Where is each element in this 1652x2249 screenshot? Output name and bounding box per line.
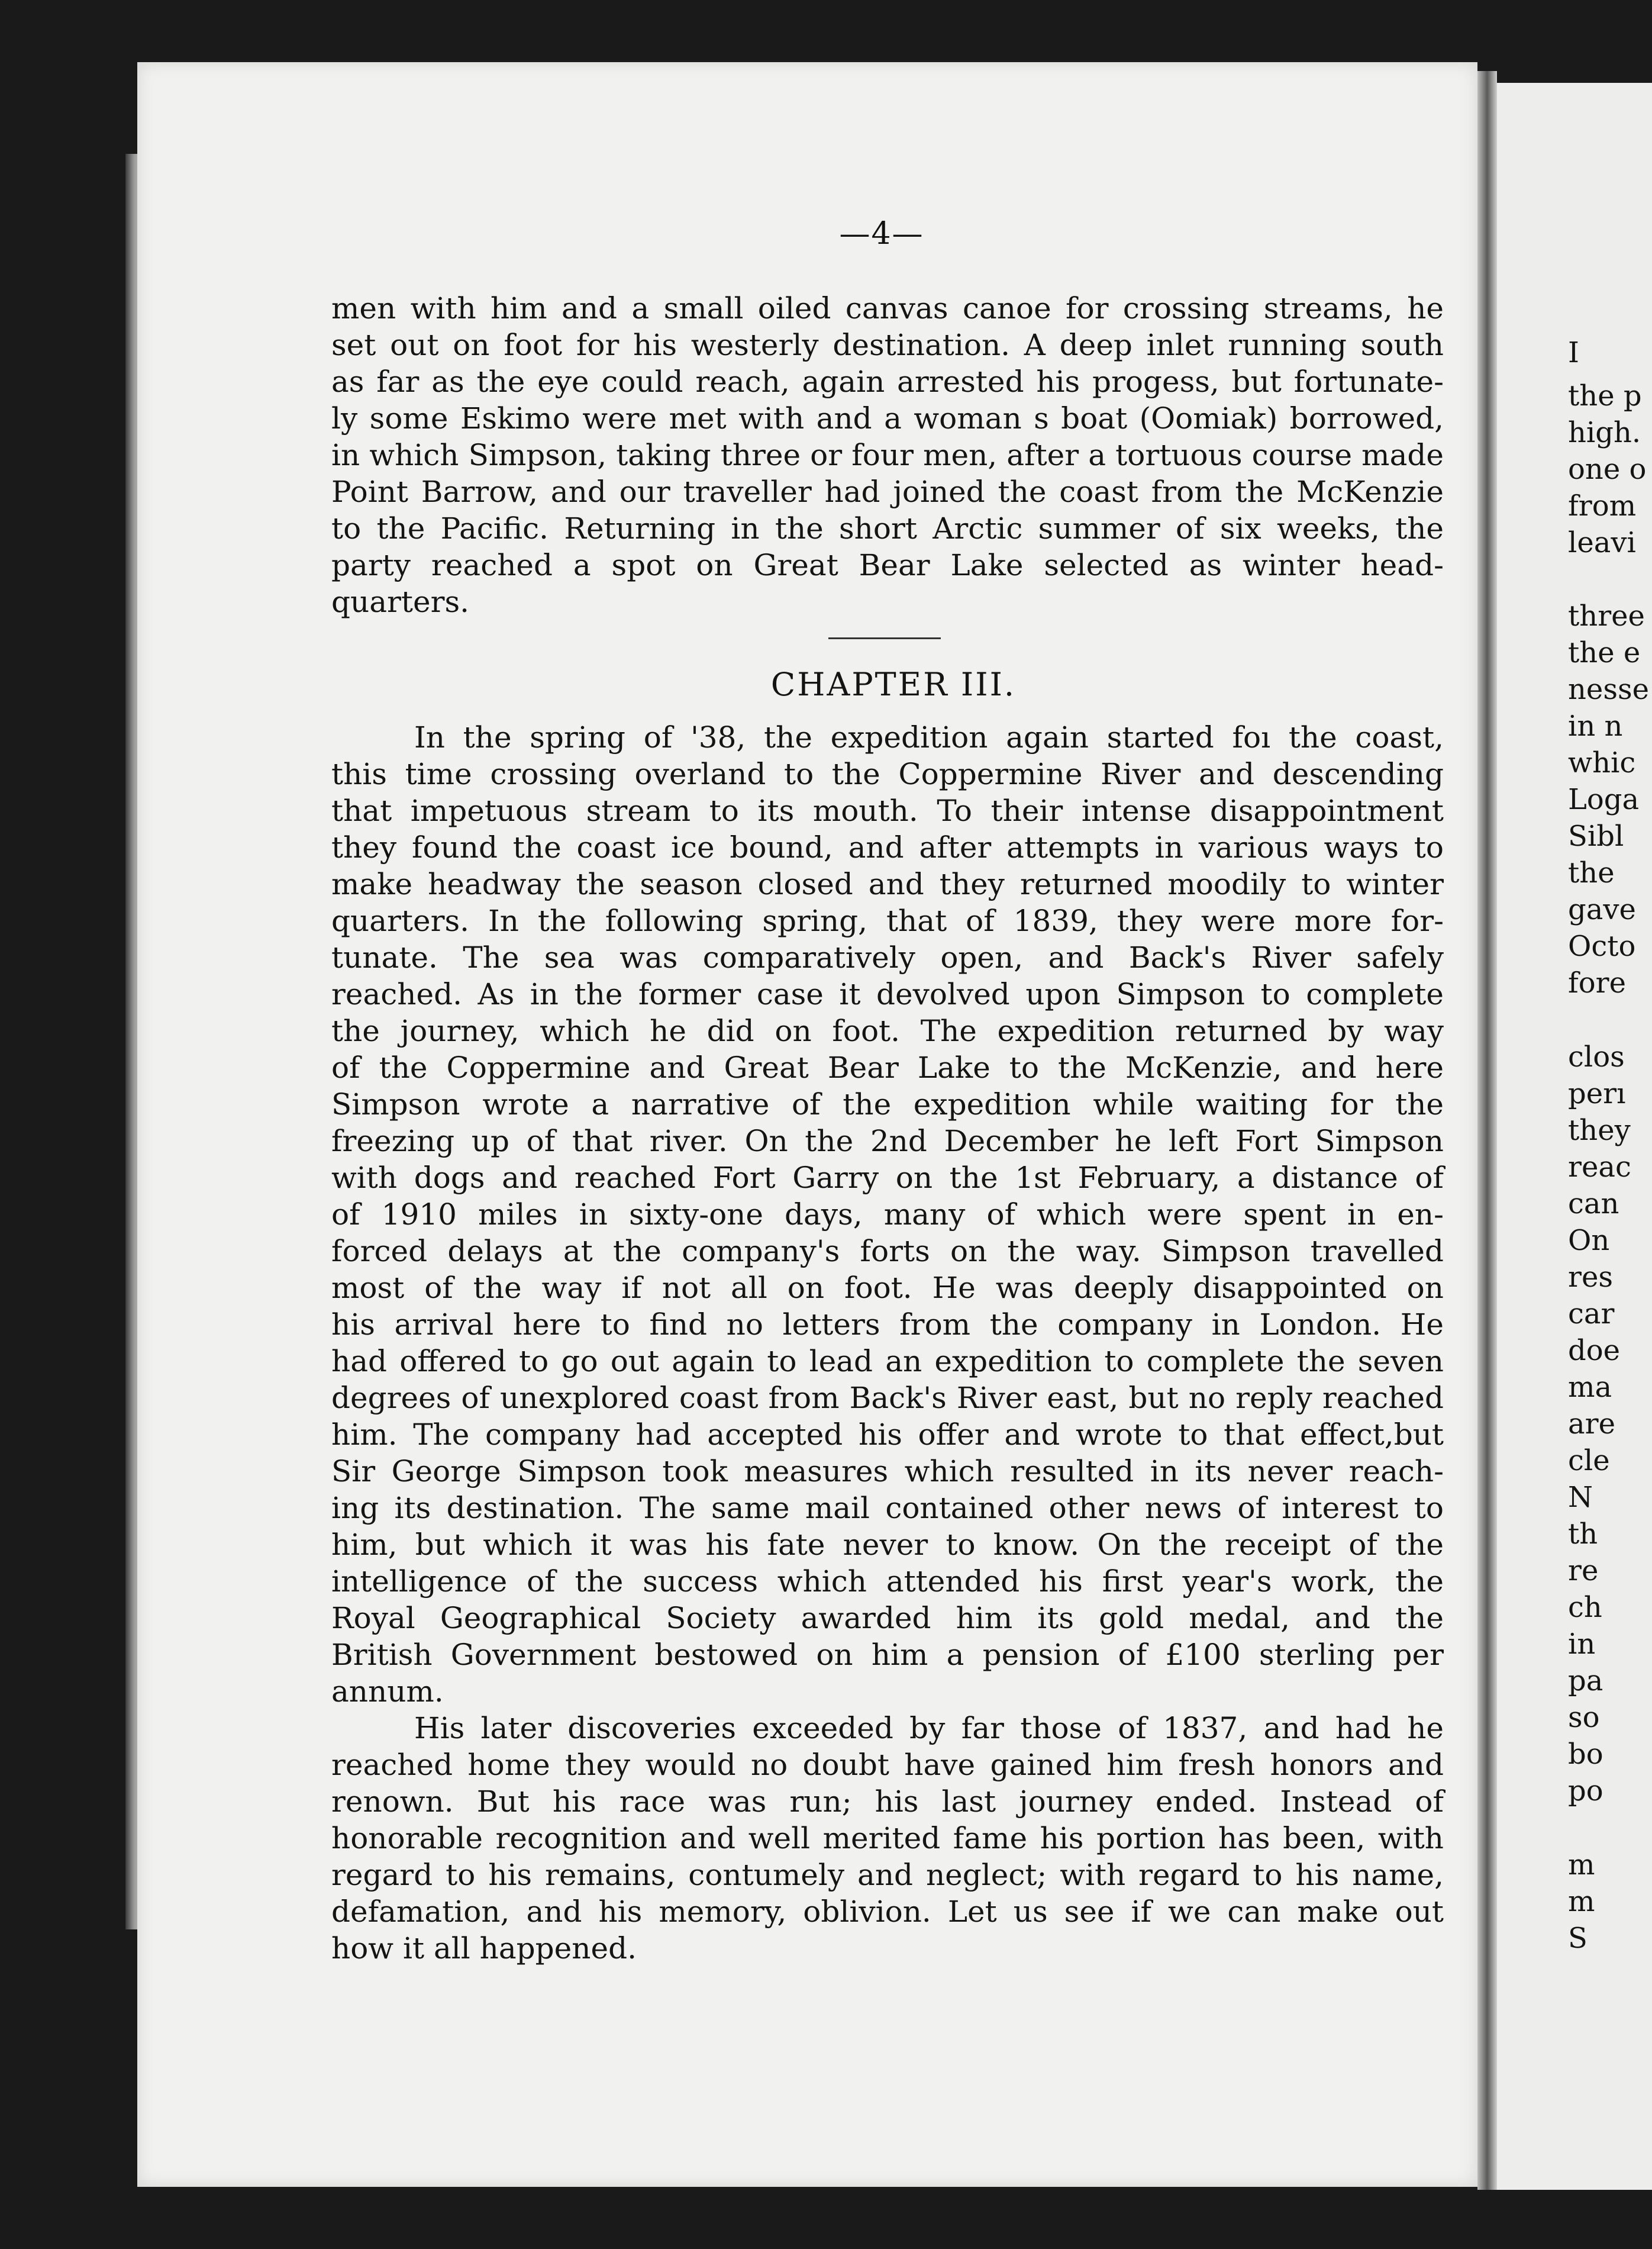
text-line: the journey, which he did on foot. The expedition returned by way — [331, 1014, 1444, 1048]
facing-page-fragment: I — [1568, 336, 1579, 369]
text-line: Simpson wrote a narrative of the expedition while waiting for the — [331, 1087, 1444, 1122]
text-line: in which Simpson, taking three or four men, after a tortuous course made — [331, 438, 1444, 472]
facing-page-fragment: Loga — [1568, 783, 1640, 816]
text-line: of the Coppermine and Great Bear Lake to the McKenzie, and here — [331, 1051, 1444, 1085]
facing-page-fragment: nesse — [1568, 673, 1649, 706]
text-line: how it all happened. — [331, 1931, 637, 1966]
paragraph-chapter — [331, 719, 1444, 1967]
facing-page-fragment: three — [1568, 600, 1645, 633]
book-gutter — [1477, 71, 1497, 2190]
facing-page-fragment: perı — [1568, 1077, 1626, 1110]
facing-page-fragment: in — [1568, 1628, 1596, 1661]
text-line: most of the way if not all on foot. He was deeply disappointed on — [331, 1271, 1444, 1305]
text-line: tunate. The sea was comparatively open, and Back's River safely — [331, 940, 1444, 975]
facing-page-fragment: the p — [1568, 379, 1642, 413]
text-line: reached home they would no doubt have gained him fresh honors and — [331, 1748, 1444, 1782]
text-line: him. The company had accepted his offer and wrote to that effect,but — [331, 1417, 1444, 1452]
facing-page-fragment: res — [1568, 1261, 1613, 1294]
facing-page-fragment: high. — [1568, 416, 1641, 449]
chapter-heading: CHAPTER III. — [770, 666, 1017, 703]
facing-page-fragment: cle — [1568, 1444, 1610, 1477]
paragraph-intro — [331, 290, 1444, 620]
text-line: with dogs and reached Fort Garry on the 1st February, a distance of — [331, 1161, 1444, 1195]
facing-page-fragment: they — [1568, 1114, 1631, 1147]
facing-page-fragment: re — [1568, 1554, 1599, 1587]
text-line: make headway the season closed and they returned moodily to winter — [331, 867, 1444, 901]
text-line: of 1910 miles in sixty-one days, many of which were spent in en- — [331, 1197, 1444, 1232]
text-line: His later discoveries exceeded by far those of 1837, and had he — [414, 1711, 1444, 1745]
facing-page-fragment: S — [1568, 1922, 1588, 1955]
text-line: party reached a spot on Great Bear Lake selected as winter head- — [331, 548, 1444, 582]
facing-page-fragment: doe — [1568, 1334, 1621, 1367]
facing-page-fragment: so — [1568, 1701, 1600, 1734]
facing-page-fragment: po — [1568, 1774, 1603, 1807]
text-line: quarters. In the following spring, that of 1839, they were more for- — [331, 904, 1444, 938]
facing-page-fragment: bo — [1568, 1738, 1603, 1771]
facing-page-fragment: N — [1568, 1481, 1593, 1514]
text-line: quarters. — [331, 585, 470, 619]
text-line: Royal Geographical Society awarded him its gold medal, and the — [331, 1601, 1444, 1635]
facing-page-fragment: ch — [1568, 1591, 1602, 1624]
text-line: reached. As in the former case it devolved upon Simpson to complete — [331, 977, 1444, 1011]
facing-page-fragment: one o — [1568, 453, 1647, 486]
text-line: British Government bestowed on him a pension of £100 sterling per — [331, 1638, 1444, 1672]
facing-page-fragment: clos — [1568, 1040, 1625, 1074]
facing-page-fragment: m — [1568, 1848, 1595, 1881]
facing-page-fragment: fore — [1568, 966, 1627, 1000]
facing-page-fragment: ma — [1568, 1371, 1612, 1404]
text-line: In the spring of '38, the expedition again started foı the coast, — [414, 720, 1444, 755]
facing-page-fragment: pa — [1568, 1664, 1603, 1697]
text-line: defamation, and his memory, oblivion. Let us see if we can make out — [331, 1894, 1444, 1929]
page-number: —4— — [839, 216, 924, 252]
text-line: freezing up of that river. On the 2nd December he left Fort Simpson — [331, 1124, 1444, 1158]
text-line: ing its destination. The same mail contained other news of interest to — [331, 1491, 1444, 1525]
facing-page-fragment: m — [1568, 1885, 1595, 1918]
text-line: degrees of unexplored coast from Back's River east, but no reply reached — [331, 1381, 1444, 1415]
text-line: honorable recognition and well merited fame his portion has been, with — [331, 1821, 1444, 1855]
facing-page-fragment: from — [1568, 489, 1637, 523]
text-line: as far as the eye could reach, again arrested his progess, but fortunate- — [331, 365, 1444, 399]
text-line: men with him and a small oiled canvas canoe for crossing streams, he — [331, 291, 1444, 326]
facing-page-fragment: car — [1568, 1297, 1615, 1330]
text-line: his arrival here to find no letters from the company in London. He — [331, 1307, 1444, 1342]
facing-page-fragment: the — [1568, 856, 1615, 890]
facing-page-fragment: Sibl — [1568, 820, 1624, 853]
text-line: forced delays at the company's forts on the way. Simpson travelled — [331, 1234, 1444, 1268]
text-line: set out on foot for his westerly destination. A deep inlet running south — [331, 328, 1444, 362]
text-line: had offered to go out again to lead an expedition to complete the seven — [331, 1344, 1444, 1378]
facing-page-fragment: can — [1568, 1187, 1619, 1220]
facing-page-fragment: in n — [1568, 710, 1623, 743]
text-line: annum. — [331, 1674, 444, 1709]
text-line: him, but which it was his fate never to know. On the receipt of the — [331, 1528, 1444, 1562]
text-line: intelligence of the success which attended his first year's work, the — [331, 1564, 1444, 1599]
facing-page-fragment: gave — [1568, 893, 1636, 926]
section-divider — [828, 637, 941, 639]
text-line: regard to his remains, contumely and neglect; with regard to his name, — [331, 1858, 1444, 1892]
facing-page-fragment: On — [1568, 1224, 1610, 1257]
text-line: renown. But his race was run; his last journey ended. Instead of — [331, 1784, 1444, 1819]
facing-page-fragment: th — [1568, 1517, 1598, 1551]
facing-page-fragment: Octo — [1568, 930, 1636, 963]
facing-page-fragment: are — [1568, 1407, 1615, 1441]
facing-page-fragment: leavi — [1568, 526, 1636, 559]
facing-page-fragment: reac — [1568, 1151, 1631, 1184]
text-line: that impetuous stream to its mouth. To their intense disappointment — [331, 794, 1444, 828]
facing-page-fragment: whic — [1568, 746, 1636, 779]
text-line: this time crossing overland to the Coppermine River and descending — [331, 757, 1444, 791]
text-line: ly some Eskimo were met with and a woman s boat (Oomiak) borrowed, — [331, 401, 1444, 436]
facing-page-fragment: the e — [1568, 636, 1641, 669]
text-line: Sir George Simpson took measures which resulted in its never reach- — [331, 1454, 1444, 1488]
text-line: they found the coast ice bound, and after attempts in various ways to — [331, 830, 1444, 865]
text-line: Point Barrow, and our traveller had joined the coast from the McKenzie — [331, 475, 1444, 509]
text-line: to the Pacific. Returning in the short Arctic summer of six weeks, the — [331, 511, 1444, 546]
